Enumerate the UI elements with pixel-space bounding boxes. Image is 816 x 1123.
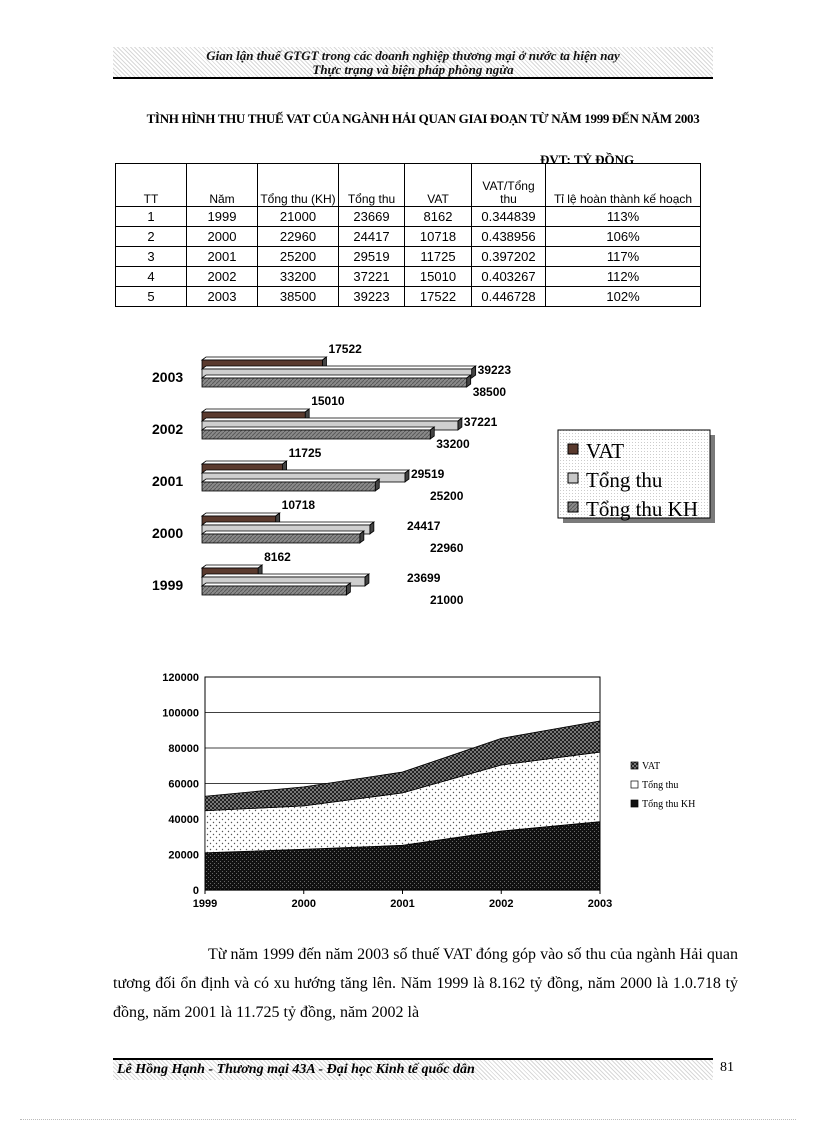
- data-label: 22960: [430, 541, 464, 555]
- legend-label: VAT: [642, 761, 661, 772]
- data-label: 25200: [430, 489, 464, 503]
- bar-top-face: [202, 427, 434, 430]
- header-line-1: Gian lận thuế GTGT trong các doanh nghiệp thương mại ở nước ta hiện nay: [206, 48, 620, 63]
- unit-label: ĐVT: TỶ ĐỒNG: [540, 152, 635, 167]
- bar-top-face: [202, 418, 462, 421]
- y-tick-label: 20000: [168, 849, 199, 862]
- bar-top-face: [202, 531, 364, 534]
- y-tick-label: 60000: [168, 778, 199, 791]
- table-cell: 21000: [258, 207, 339, 227]
- y-tick-label: 2000: [152, 525, 184, 541]
- table-cell: 2002: [187, 267, 258, 287]
- table-cell: 1: [116, 207, 187, 227]
- bar-tổng-thu-kh: [202, 430, 430, 439]
- header-cell: VAT/Tổng thu: [472, 164, 546, 207]
- bar-top-face: [202, 375, 471, 378]
- y-tick-label: 2001: [152, 473, 184, 489]
- legend-swatch-tong-thu-kh: [631, 800, 638, 807]
- data-label: 29519: [410, 467, 445, 481]
- table-cell: 2001: [187, 247, 258, 267]
- body-paragraph: [113, 940, 738, 1027]
- legend-label: VAT: [586, 439, 625, 463]
- header-cell: Tổng thu: [339, 164, 405, 207]
- legend-label: Tổng thu: [586, 468, 663, 492]
- data-label: 24417: [407, 519, 441, 533]
- table-cell: 29519: [339, 247, 405, 267]
- table-title: TÌNH HÌNH THU THUẾ VAT CỦA NGÀNH HẢI QUAN GIAI ĐOẠN TỪ NĂM 1999 ĐẾN NĂM 2003: [146, 111, 700, 126]
- table-cell: 2000: [187, 227, 258, 247]
- table-cell: 1999: [187, 207, 258, 227]
- area-chart: [140, 665, 740, 930]
- data-label: 37221: [463, 415, 498, 429]
- table-cell: 4: [116, 267, 187, 287]
- table-cell: 22960: [258, 227, 339, 247]
- header-cell: Tổng thu (KH): [258, 164, 339, 207]
- table-cell: 117%: [546, 247, 701, 267]
- data-label: 8162: [264, 550, 291, 564]
- data-label: 15010: [311, 394, 345, 408]
- table-row: [116, 267, 701, 287]
- bar-top-face: [202, 366, 476, 369]
- table-row: [116, 247, 701, 267]
- data-label: 38500: [472, 385, 507, 399]
- table-row: [116, 207, 701, 227]
- table-cell: 25200: [258, 247, 339, 267]
- table-cell: 0.403267: [472, 267, 546, 287]
- legend-swatch-vat: [568, 444, 578, 454]
- data-label: 23699: [407, 571, 441, 585]
- x-tick-label: 1999: [192, 898, 218, 910]
- x-tick-label: 2003: [587, 898, 613, 910]
- table-cell: 0.397202: [472, 247, 546, 267]
- bar-tổng-thu-kh: [202, 378, 467, 387]
- table-cell: 2003: [187, 287, 258, 307]
- y-tick-label: 1999: [152, 577, 184, 593]
- data-label: 33200: [436, 437, 470, 451]
- bar-top-face: [202, 470, 409, 473]
- x-tick-label: 2002: [489, 898, 514, 910]
- y-tick-label: 2002: [152, 421, 184, 437]
- y-tick-label: 120000: [162, 672, 199, 684]
- bar-top-face: [202, 565, 262, 568]
- table-row: [116, 287, 701, 307]
- table-cell: 0.344839: [472, 207, 546, 227]
- area-chart-legend: [627, 756, 717, 816]
- table-cell: 0.446728: [472, 287, 546, 307]
- page-number: 81: [720, 1060, 734, 1075]
- y-tick-label: 0: [192, 885, 199, 897]
- table-cell: 113%: [546, 207, 701, 227]
- bar-top-face: [202, 461, 287, 464]
- table-cell: 102%: [546, 287, 701, 307]
- data-label: 21000: [430, 593, 464, 607]
- legend-label: Tổng thu KH: [586, 497, 698, 521]
- x-tick-label: 2000: [291, 898, 316, 910]
- vat-table: [115, 163, 701, 307]
- page-footer: [113, 1058, 713, 1080]
- legend-swatch-tong-thu: [568, 473, 578, 483]
- bar-top-face: [202, 574, 369, 577]
- table-cell: 17522: [405, 287, 472, 307]
- legend-swatch-vat: [631, 762, 638, 769]
- page-header: [113, 47, 713, 79]
- table-cell: 24417: [339, 227, 405, 247]
- bar-chart: [140, 340, 740, 625]
- x-tick-label: 2001: [390, 898, 415, 910]
- table-cell: 5: [116, 287, 187, 307]
- table-cell: 38500: [258, 287, 339, 307]
- data-label: 17522: [328, 342, 362, 356]
- table-cell: 106%: [546, 227, 701, 247]
- header-cell: Năm: [187, 164, 258, 207]
- table-cell: 2: [116, 227, 187, 247]
- y-tick-label: 2003: [152, 369, 184, 385]
- table-cell: 11725: [405, 247, 472, 267]
- footer-text: Lê Hồng Hạnh - Thương mại 43A - Đại học Kinh tế quốc dân: [117, 1062, 475, 1077]
- paragraph-text: Từ năm 1999 đến năm 2003 số thuế VAT đóng góp vào số thu của ngành Hải quan tương đối ổn định và có xu hướng tăng lên. Năm 1999 là 8.162 tỷ đồng, năm 2000 là 1.0.718 tỷ đồng, năm 2001 là 11.725 tỷ đồng, năm 2002 là: [113, 946, 738, 1021]
- header-line-2: Thực trạng và biện pháp phòng ngừa: [312, 62, 514, 77]
- legend-swatch-tong-thu-kh: [568, 502, 578, 512]
- data-label: 39223: [477, 363, 512, 377]
- table-cell: 37221: [339, 267, 405, 287]
- bar-top-face: [202, 479, 379, 482]
- bar-tổng-thu-kh: [202, 586, 346, 595]
- bar-top-face: [202, 357, 326, 360]
- y-tick-label: 80000: [168, 743, 199, 755]
- data-label: 10718: [281, 498, 316, 512]
- table-header-row: [116, 164, 701, 207]
- bar-tổng-thu-kh: [202, 482, 375, 491]
- bar-top-face: [202, 409, 309, 412]
- bar-top-face: [202, 513, 280, 516]
- table-cell: 8162: [405, 207, 472, 227]
- legend-swatch-tong-thu: [631, 781, 638, 788]
- table-cell: 112%: [546, 267, 701, 287]
- table-cell: 3: [116, 247, 187, 267]
- table-cell: 0.438956: [472, 227, 546, 247]
- y-tick-label: 40000: [168, 814, 199, 826]
- table-cell: 23669: [339, 207, 405, 227]
- header-cell: TT: [116, 164, 187, 207]
- y-tick-label: 100000: [162, 707, 199, 720]
- bar-chart-legend: [558, 430, 715, 523]
- bar-tổng-thu-kh: [202, 534, 360, 543]
- legend-label: Tổng thu: [642, 780, 679, 791]
- legend-label: Tổng thu KH: [642, 799, 696, 810]
- bar-top-face: [202, 583, 350, 586]
- bar-top-face: [202, 522, 374, 525]
- table-row: [116, 227, 701, 247]
- header-cell: Tỉ lệ hoàn thành kế hoạch: [546, 164, 701, 207]
- table-cell: 10718: [405, 227, 472, 247]
- header-cell: VAT: [405, 164, 472, 207]
- table-cell: 33200: [258, 267, 339, 287]
- table-cell: 15010: [405, 267, 472, 287]
- data-label: 11725: [288, 446, 322, 460]
- page-bottom-rule: [20, 1119, 796, 1121]
- table-cell: 39223: [339, 287, 405, 307]
